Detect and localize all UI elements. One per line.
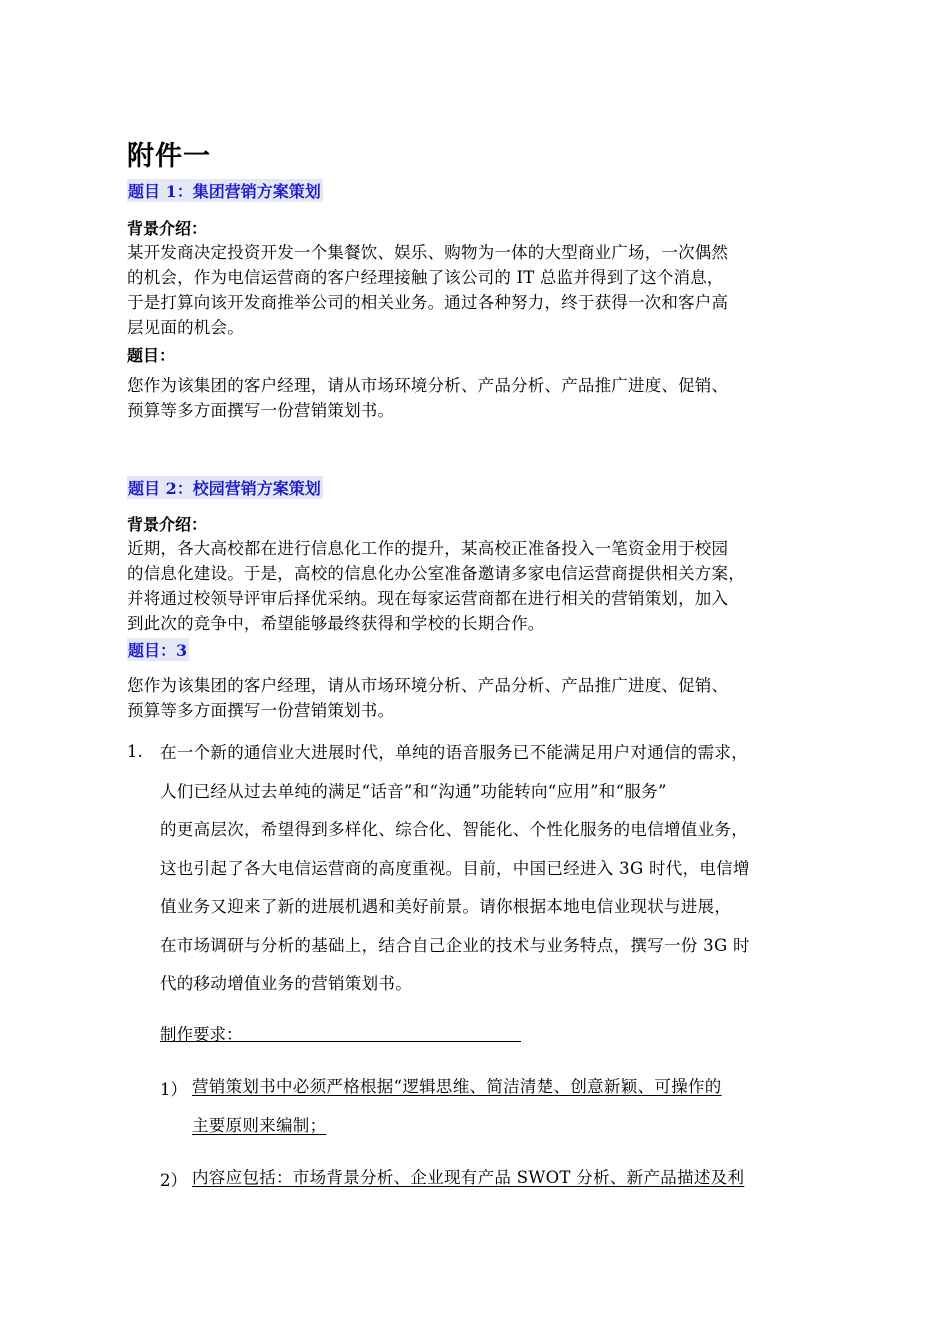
requirement-item-number: 1）: [160, 1080, 187, 1099]
text-line: 在市场调研与分析的基础上，结合自己企业的技术与业务特点，撰写一份 3G 时: [160, 935, 750, 955]
text-line: 到此次的竞争中，希望能够最终获得和学校的长期合作。: [127, 614, 545, 633]
text-line: 在一个新的通信业大进展时代，单纯的语音服务已不能满足用户对通信的需求，: [160, 743, 748, 762]
list-item-number: 1.: [127, 742, 143, 761]
text-line: 层见面的机会。: [127, 318, 244, 337]
text-line: 这也引起了各大电信运营商的高度重视。目前，中国已经进入 3G 时代，电信增: [160, 858, 750, 878]
text-line: 的更高层次，希望得到多样化、综合化、智能化、个性化服务的电信增值业务，: [160, 820, 748, 839]
text-line: 营销策划书中必须严格根据“逻辑思维、简洁清楚、创意新颖、可操作的: [192, 1077, 722, 1096]
text-line: 代的移动增值业务的营销策划书。: [160, 974, 412, 993]
requirement-item-text: [192, 1158, 744, 1197]
requirements-label: 制作要求：: [160, 1025, 243, 1044]
requirement-item-number: 2）: [160, 1171, 187, 1190]
text-line: 内容应包括：市场背景分析、企业现有产品 SWOT 分析、新产品描述及利: [192, 1168, 745, 1187]
text-line: 值业务又迎来了新的进展机遇和美好前景。请你根据本地电信业现状与进展，: [160, 897, 732, 916]
topic2-question-text: [127, 673, 728, 723]
topic1-question-label: 题目：: [127, 346, 176, 365]
topic1-heading: 题目 1：集团营销方案策划: [127, 179, 323, 202]
text-line: 的机会，作为电信运营商的客户经理接触了该公司的 IT 总监并得到了这个消息，: [127, 268, 724, 287]
topic1-background-text: [127, 240, 728, 340]
text-line: 于是打算向该开发商推举公司的相关业务。通过各种努力，终于获得一次和客户高: [127, 293, 729, 312]
requirement-item-text: [192, 1067, 722, 1145]
text-line: 的信息化建设。于是，高校的信息化办公室准备邀请多家电信运营商提供相关方案，: [127, 564, 745, 583]
document-title: 附件一: [127, 141, 211, 172]
text-line: 您作为该集团的客户经理，请从市场环境分析、产品分析、产品推广进度、促销、: [127, 676, 729, 695]
topic2-heading: 题目 2：校园营销方案策划: [127, 476, 323, 499]
text-line: 预算等多方面撰写一份营销策划书。: [127, 401, 395, 420]
requirements-underline: [160, 1041, 521, 1042]
list-item-text: [160, 734, 750, 1004]
text-line: 某开发商决定投资开发一个集餐饮、娱乐、购物为一体的大型商业广场，一次偶然: [127, 243, 729, 262]
text-line: 您作为该集团的客户经理，请从市场环境分析、产品分析、产品推广进度、促销、: [127, 376, 729, 395]
topic1-question-text: [127, 373, 728, 423]
topic2-background-label: 背景介绍：: [127, 515, 208, 534]
text-line: 预算等多方面撰写一份营销策划书。: [127, 701, 395, 720]
topic1-background-label: 背景介绍：: [127, 219, 208, 238]
text-line: 近期，各大高校都在进行信息化工作的提升，某高校正准备投入一笔资金用于校园: [127, 539, 729, 558]
topic2-background-text: [127, 536, 745, 636]
text-line: 人们已经从过去单纯的满足“话音”和“沟通”功能转向“应用”和“服务”: [160, 781, 667, 801]
text-line: 主要原则来编制；: [192, 1116, 327, 1135]
text-line: 并将通过校领导评审后择优采纳。现在每家运营商都在进行相关的营销策划，加入: [127, 589, 729, 608]
topic2-question-label: 题目：3: [127, 638, 189, 661]
